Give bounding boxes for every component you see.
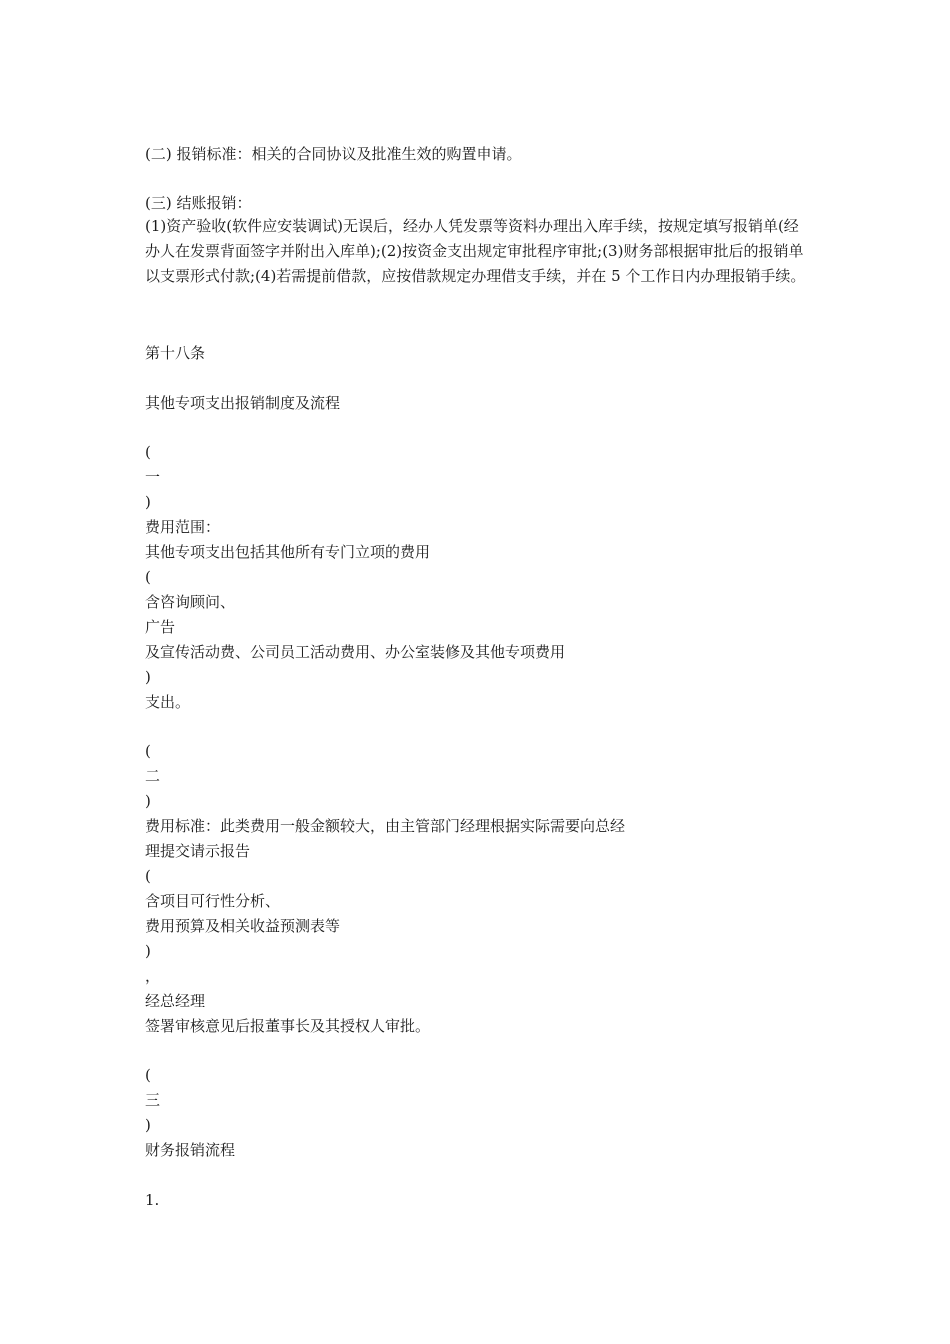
section1-line: 费用范围： xyxy=(145,518,221,536)
paragraph-settlement-body: (1)资产验收(软件应安装调试)无误后，经办人凭发票等资料办理出入库手续，按规定填写报销单(经办人在发票背面签字并附出入库单);(2)按资金支出规定审批程序审批;(3)财务部根据审批后的报销单以支票形式付款;(4)若需提前借款，应按借款规定办理借支手续，并在 5 个工作日内办理报销手续。 xyxy=(145,217,806,285)
section1-line: 一 xyxy=(145,468,161,486)
section2-line: ( xyxy=(145,742,151,760)
section2-line: 签署审核意见后报董事长及其授权人审批。 xyxy=(145,1017,431,1035)
section2-line: 费用预算及相关收益预测表等 xyxy=(145,917,341,935)
section1-line: 含咨询顾问、 xyxy=(145,593,236,611)
section-title: 其他专项支出报销制度及流程 xyxy=(145,394,341,412)
section3-line: ) xyxy=(145,1116,151,1134)
section2-line: 经总经理 xyxy=(145,992,206,1010)
section3-line: ( xyxy=(145,1066,151,1084)
section1-line: 其他专项支出包括其他所有专门立项的费用 xyxy=(145,543,431,561)
section1-line: ) xyxy=(145,668,151,686)
section2-line: ) xyxy=(145,942,151,960)
section1-line: ( xyxy=(145,443,151,461)
section2-line: 费用标准：此类费用一般金额较大，由主管部门经理根据实际需要向总经 xyxy=(145,817,626,835)
section2-line: ( xyxy=(145,867,151,885)
list-item-number: 1. xyxy=(145,1191,160,1209)
section2-line: ， xyxy=(145,967,161,985)
section2-line: 二 xyxy=(145,767,161,785)
section1-line: ( xyxy=(145,568,151,586)
section3-line: 财务报销流程 xyxy=(145,1141,236,1159)
paragraph-settlement-heading: (三) 结账报销： xyxy=(145,194,252,212)
section2-line: ) xyxy=(145,792,151,810)
section1-line: 广告 xyxy=(145,618,176,636)
section1-line: 及宣传活动费、公司员工活动费用、办公室装修及其他专项费用 xyxy=(145,643,566,661)
section1-line: ) xyxy=(145,493,151,511)
section2-line: 含项目可行性分析、 xyxy=(145,892,281,910)
article-number: 第十八条 xyxy=(145,344,206,362)
section3-line: 三 xyxy=(145,1091,161,1109)
section1-line: 支出。 xyxy=(145,693,191,711)
section2-line: 理提交请示报告 xyxy=(145,842,251,860)
paragraph-reimbursement-standard: (二) 报销标准：相关的合同协议及批准生效的购置申请。 xyxy=(145,145,522,163)
